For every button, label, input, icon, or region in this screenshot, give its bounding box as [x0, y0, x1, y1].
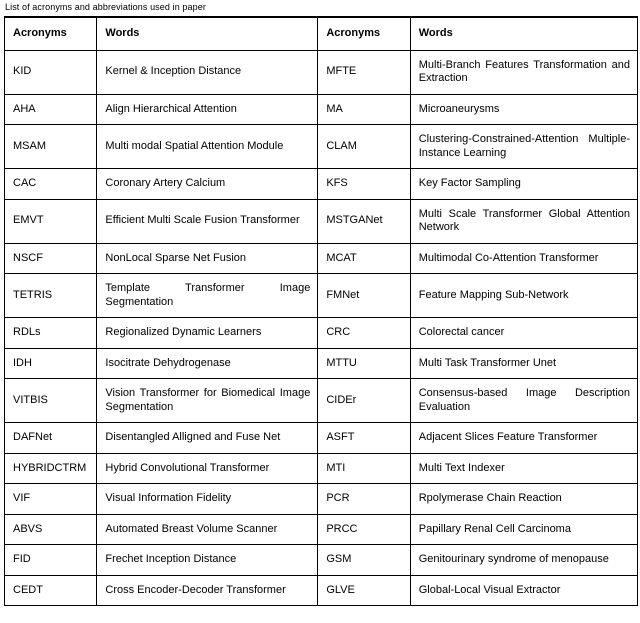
words-cell: Isocitrate Dehydrogenase: [97, 348, 318, 379]
words-cell: Adjacent Slices Feature Transformer: [410, 423, 637, 454]
words-cell: Kernel & Inception Distance: [97, 50, 318, 94]
words-cell: Visual Information Fidelity: [97, 484, 318, 515]
words-cell: Key Factor Sampling: [410, 169, 637, 200]
words-cell: Regionalized Dynamic Learners: [97, 318, 318, 349]
table-row: [5, 274, 638, 318]
table-row: [5, 453, 638, 484]
words-cell: Rpolymerase Chain Reaction: [410, 484, 637, 515]
words-cell: Multi Scale Transformer Global Attention Network: [410, 199, 637, 243]
acronym-cell: MA: [318, 94, 410, 125]
acronym-cell: ABVS: [5, 514, 97, 545]
acronym-cell: MFTE: [318, 50, 410, 94]
column-header: Acronyms: [318, 17, 410, 50]
words-cell: Automated Breast Volume Scanner: [97, 514, 318, 545]
acronym-cell: MSTGANet: [318, 199, 410, 243]
words-cell: Microaneurysms: [410, 94, 637, 125]
acronym-cell: PCR: [318, 484, 410, 515]
table-row: [5, 514, 638, 545]
acronyms-table: [4, 16, 638, 606]
acronym-cell: MTTU: [318, 348, 410, 379]
table-body: [5, 50, 638, 606]
words-cell: Consensus-based Image Description Evaluation: [410, 379, 637, 423]
words-cell: NonLocal Sparse Net Fusion: [97, 243, 318, 274]
acronym-cell: MTI: [318, 453, 410, 484]
acronym-cell: CEDT: [5, 575, 97, 606]
words-cell: Coronary Artery Calcium: [97, 169, 318, 200]
words-cell: Genitourinary syndrome of menopause: [410, 545, 637, 576]
table-row: [5, 50, 638, 94]
acronym-cell: AHA: [5, 94, 97, 125]
acronym-cell: MSAM: [5, 125, 97, 169]
acronym-cell: CRC: [318, 318, 410, 349]
table-row: [5, 169, 638, 200]
acronym-cell: HYBRIDCTRM: [5, 453, 97, 484]
acronym-cell: DAFNet: [5, 423, 97, 454]
table-caption: List of acronyms and abbreviations used in paper: [5, 2, 206, 12]
acronym-cell: MCAT: [318, 243, 410, 274]
words-cell: Align Hierarchical Attention: [97, 94, 318, 125]
header-row: [5, 17, 638, 50]
words-cell: Template Transformer Image Segmentation: [97, 274, 318, 318]
table-row: [5, 318, 638, 349]
table-row: [5, 545, 638, 576]
acronym-cell: KFS: [318, 169, 410, 200]
column-header: Acronyms: [5, 17, 97, 50]
table-row: [5, 575, 638, 606]
acronym-cell: TETRIS: [5, 274, 97, 318]
words-cell: Multimodal Co-Attention Transformer: [410, 243, 637, 274]
table-row: [5, 348, 638, 379]
table-row: [5, 94, 638, 125]
words-cell: Papillary Renal Cell Carcinoma: [410, 514, 637, 545]
words-cell: Hybrid Convolutional Transformer: [97, 453, 318, 484]
table-row: [5, 379, 638, 423]
acronym-cell: PRCC: [318, 514, 410, 545]
acronym-cell: ASFT: [318, 423, 410, 454]
words-cell: Disentangled Alligned and Fuse Net: [97, 423, 318, 454]
acronym-cell: CIDEr: [318, 379, 410, 423]
acronym-cell: GLVE: [318, 575, 410, 606]
column-header: Words: [410, 17, 637, 50]
acronym-cell: NSCF: [5, 243, 97, 274]
words-cell: Multi modal Spatial Attention Module: [97, 125, 318, 169]
acronym-cell: CLAM: [318, 125, 410, 169]
words-cell: Feature Mapping Sub-Network: [410, 274, 637, 318]
acronym-cell: VITBIS: [5, 379, 97, 423]
words-cell: Colorectal cancer: [410, 318, 637, 349]
words-cell: Frechet Inception Distance: [97, 545, 318, 576]
acronym-cell: EMVT: [5, 199, 97, 243]
words-cell: Multi Task Transformer Unet: [410, 348, 637, 379]
acronym-cell: CAC: [5, 169, 97, 200]
table-row: [5, 199, 638, 243]
acronym-cell: GSM: [318, 545, 410, 576]
acronym-cell: FID: [5, 545, 97, 576]
words-cell: Vision Transformer for Biomedical Image Segmentation: [97, 379, 318, 423]
table-row: [5, 125, 638, 169]
words-cell: Multi-Branch Features Transformation and Extraction: [410, 50, 637, 94]
acronym-cell: FMNet: [318, 274, 410, 318]
words-cell: Clustering-Constrained-Attention Multiple-Instance Learning: [410, 125, 637, 169]
acronym-cell: RDLs: [5, 318, 97, 349]
acronym-cell: KID: [5, 50, 97, 94]
column-header: Words: [97, 17, 318, 50]
words-cell: Multi Text Indexer: [410, 453, 637, 484]
words-cell: Global-Local Visual Extractor: [410, 575, 637, 606]
words-cell: Cross Encoder-Decoder Transformer: [97, 575, 318, 606]
table-row: [5, 243, 638, 274]
words-cell: Efficient Multi Scale Fusion Transformer: [97, 199, 318, 243]
acronym-cell: IDH: [5, 348, 97, 379]
table-row: [5, 423, 638, 454]
table-row: [5, 484, 638, 515]
acronym-cell: VIF: [5, 484, 97, 515]
